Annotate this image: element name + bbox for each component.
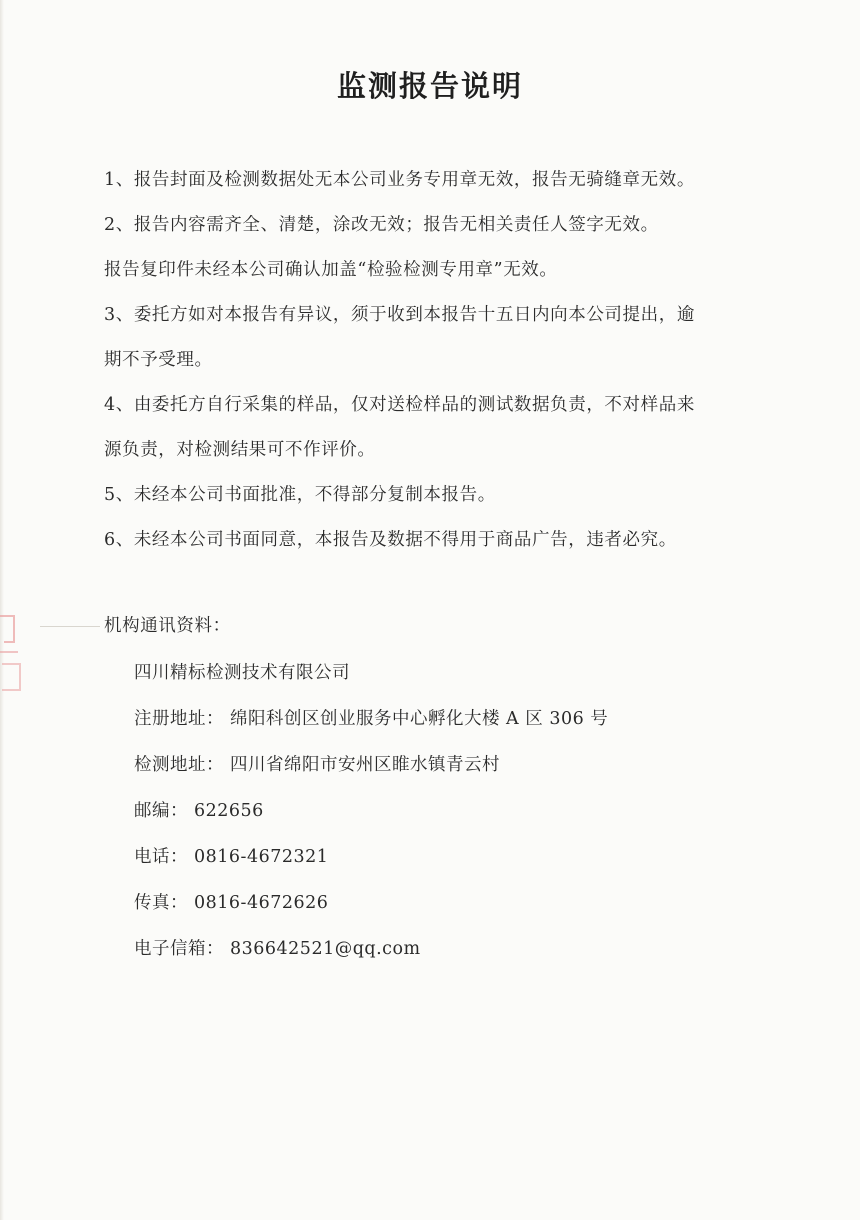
rule-item-6 bbox=[104, 518, 764, 563]
rule-item-4 bbox=[104, 383, 764, 473]
email-value: 836642521@qq.com bbox=[230, 939, 421, 959]
fax-label: 传真： bbox=[134, 893, 188, 913]
page-title: 监测报告说明 bbox=[336, 69, 523, 103]
test-address-row bbox=[134, 742, 734, 788]
test-address-label: 检测地址： bbox=[134, 755, 224, 775]
email-row bbox=[134, 926, 734, 972]
phone-value: 0816-4672321 bbox=[194, 847, 329, 867]
email-label: 电子信箱： bbox=[134, 939, 224, 959]
rule-text: 报告复印件未经本公司确认加盖“检验检测专用章”无效。 bbox=[104, 260, 558, 280]
rule-item-1 bbox=[104, 158, 764, 203]
rule-item-3 bbox=[104, 293, 764, 383]
rule-text: 2、报告内容需齐全、清楚，涂改无效；报告无相关责任人签字无效。 bbox=[104, 215, 659, 235]
scan-edge-shadow bbox=[0, 0, 4, 1220]
registered-address-row bbox=[134, 696, 734, 742]
postcode-row bbox=[134, 788, 734, 834]
contact-heading: 机构通讯资料： bbox=[104, 616, 231, 636]
rule-text: 4、由委托方自行采集的样品，仅对送检样品的测试数据负责，不对样品来 bbox=[104, 395, 695, 415]
contact-info bbox=[134, 650, 734, 972]
rule-item-2-copy-note bbox=[104, 248, 764, 293]
postcode-label: 邮编： bbox=[134, 801, 188, 821]
fax-value: 0816-4672626 bbox=[194, 893, 329, 913]
margin-line bbox=[40, 626, 100, 627]
rule-text-continued: 源负责，对检测结果可不作评价。 bbox=[104, 440, 376, 460]
test-address-value: 四川省绵阳市安州区睢水镇青云村 bbox=[230, 755, 500, 775]
fax-row bbox=[134, 880, 734, 926]
postcode-value: 622656 bbox=[194, 801, 264, 821]
rule-item-2 bbox=[104, 203, 764, 248]
rule-text: 6、未经本公司书面同意，本报告及数据不得用于商品广告，违者必究。 bbox=[104, 530, 677, 550]
seal-stamp-fragment bbox=[0, 612, 26, 700]
registered-address-label: 注册地址： bbox=[134, 709, 224, 729]
phone-row bbox=[134, 834, 734, 880]
rules-list bbox=[104, 158, 764, 563]
rule-text: 1、报告封面及检测数据处无本公司业务专用章无效，报告无骑缝章无效。 bbox=[104, 170, 695, 190]
rule-item-5 bbox=[104, 473, 764, 518]
rule-text: 5、未经本公司书面批准，不得部分复制本报告。 bbox=[104, 485, 496, 505]
rule-text-continued: 期不予受理。 bbox=[104, 350, 213, 370]
company-name: 四川精标检测技术有限公司 bbox=[134, 663, 350, 683]
registered-address-value: 绵阳科创区创业服务中心孵化大楼 A 区 306 号 bbox=[230, 709, 609, 729]
rule-text: 3、委托方如对本报告有异议，须于收到本报告十五日内向本公司提出，逾 bbox=[104, 305, 695, 325]
phone-label: 电话： bbox=[134, 847, 188, 867]
